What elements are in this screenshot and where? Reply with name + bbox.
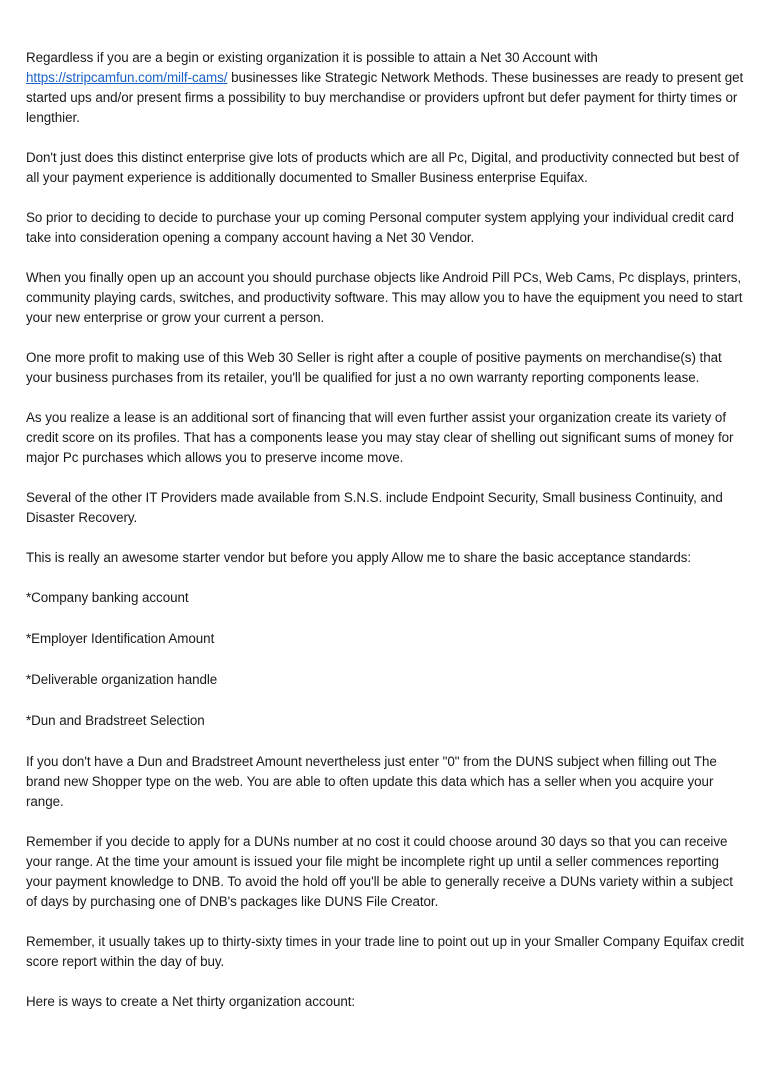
paragraph-acceptance-intro: This is really an awesome starter vendor but before you apply Allow me to share the basic acceptance standards: (26, 550, 692, 565)
inline-link[interactable]: https://stripcamfun.com/milf-cams/ (26, 70, 228, 85)
intro-text-before: Regardless if you are a begin or existing organization it is possible to attain a Net 30 Account with (26, 50, 598, 65)
paragraph-products: Don't just does this distinct enterprise give lots of products which are all Pc, Digital, and productivity connected but best of all your payment experience is additionally documented to Smaller Business enterprise Equifax. (26, 150, 739, 185)
paragraph-how-to: Here is ways to create a Net thirty organization account: (26, 994, 356, 1009)
paragraph-net30-vendor: So prior to deciding to decide to purchase your up coming Personal computer system applying your individual credit card take into consideration opening a company account having a Net 30 Vendor. (26, 210, 734, 245)
criteria-item-banking: *Company banking account (26, 590, 189, 605)
paragraph-duns-zero: If you don't have a Dun and Bradstreet Amount nevertheless just enter "0" from the DUNS subject when filling out The brand new Shopper type on the web. You are able to often update this data which has a seller when you acquire your range. (26, 754, 717, 809)
document-page (26, 48, 746, 1032)
paragraph-equipment: When you finally open up an account you should purchase objects like Android Pill PCs, Web Cams, Pc displays, printers, community playing cards, switches, and productivity software. This may allow you to have the equipment you need to start your new enterprise or grow your current a person. (26, 270, 743, 325)
criteria-item-ein: *Employer Identification Amount (26, 631, 215, 646)
paragraph-trade-line: Remember, it usually takes up to thirty-sixty times in your trade line to point out up in your Smaller Company Equifax credit score report within the day of buy. (26, 934, 744, 969)
paragraph-it-providers: Several of the other IT Providers made available from S.N.S. include Endpoint Security, Small business Continuity, and Disaster Recovery. (26, 490, 723, 525)
intro-text-after: businesses like Strategic Network Methods. These businesses are ready to present get started ups and/or present firms a possibility to buy merchandise or providers upfront but defer payment for thirty times or lengthier. (26, 70, 744, 125)
paragraph-lease-financing: As you realize a lease is an additional sort of financing that will even further assist your organization create its variety of credit score on its profiles. That has a components lease you may stay clear of shelling out significant sums of money for major Pc purchases which allows you to preserve income move. (26, 410, 734, 465)
criteria-item-address: *Deliverable organization handle (26, 672, 218, 687)
paragraph-duns-timing: Remember if you decide to apply for a DUNs number at no cost it could choose around 30 days so that you can receive your range. At the time your amount is issued your file might be incomplete right up until a seller commences reporting your payment knowledge to DNB. To avoid the hold off you'll be able to generally receive a DUNs variety within a subject of days by purchasing one of DNB's packages like DUNS File Creator. (26, 834, 733, 909)
criteria-item-duns: *Dun and Bradstreet Selection (26, 713, 205, 728)
paragraph-intro (26, 48, 746, 128)
paragraph-lease-eligibility: One more profit to making use of this Web 30 Seller is right after a couple of positive payments on merchandise(s) that your business purchases from its retailer, you'll be qualified for just a no own warranty reporting components lease. (26, 350, 722, 385)
